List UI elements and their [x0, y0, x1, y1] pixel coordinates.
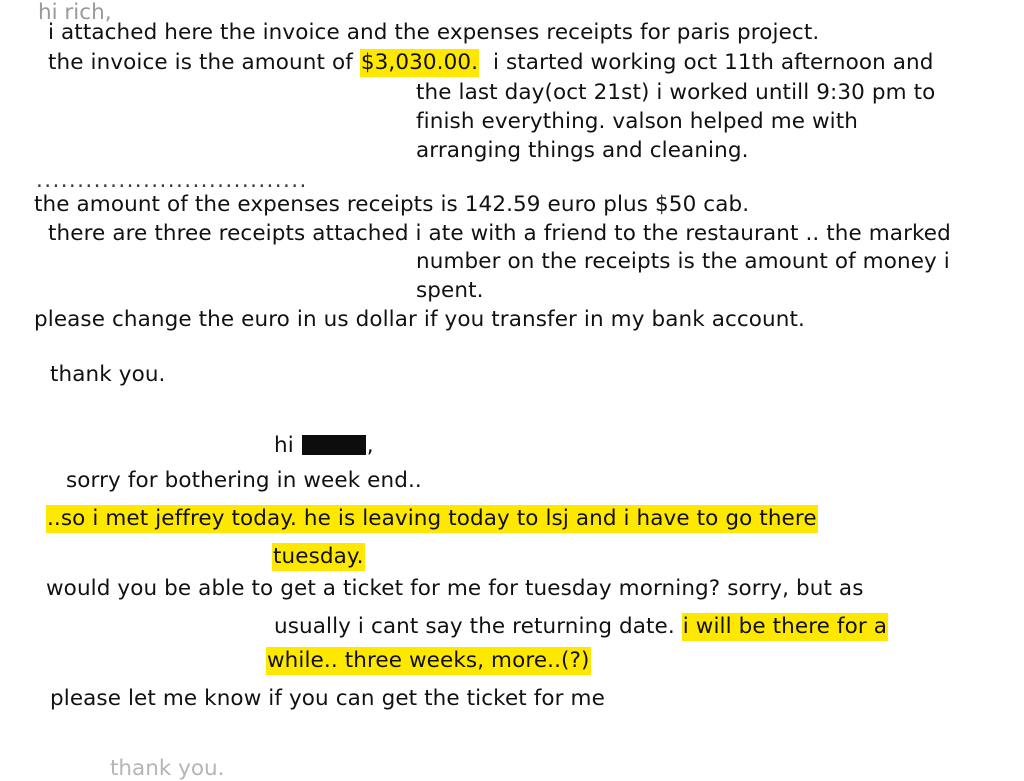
redaction-bar — [302, 435, 366, 455]
highlight-run: i will be there for a — [682, 614, 887, 639]
invoice-amount-highlight: $3,030.00. — [360, 50, 479, 75]
message-line-highlighted — [272, 544, 365, 570]
message-line: finish everything. valson helped me with — [416, 109, 859, 134]
message-closing: thank you. — [50, 362, 166, 387]
message-line-partial-highlight — [274, 614, 888, 640]
message-line: i attached here the invoice and the expenses receipts for paris project. — [48, 20, 820, 45]
message-line-highlighted — [46, 506, 818, 532]
greeting-prefix: hi — [274, 433, 301, 458]
line-plain-run: usually i cant say the returning date. — [274, 614, 682, 639]
message-line: arranging things and cleaning. — [416, 138, 749, 163]
invoice-amount-suffix: i started working oct 11th afternoon and — [479, 50, 934, 75]
message-two-greeting — [274, 433, 374, 459]
message-line: spent. — [416, 278, 484, 303]
highlight-run: tuesday. — [273, 544, 364, 569]
message-line-invoice-amount — [48, 50, 933, 76]
message-line: the last day(oct 21st) i worked untill 9:30 pm to — [416, 80, 936, 105]
clipped-top-line: hi rich, — [38, 0, 112, 25]
message-line: the amount of the expenses receipts is 142.59 euro plus $50 cab. — [34, 192, 750, 217]
message-line-highlighted — [266, 648, 591, 674]
highlight-run: ..so i met jeffrey today. he is leaving today to lsj and i have to go there — [47, 506, 817, 531]
message-line: sorry for bothering in week end.. — [66, 468, 422, 493]
message-line: please change the euro in us dollar if you transfer in my bank account. — [34, 307, 805, 332]
message-line: would you be able to get a ticket for me for tuesday morning? sorry, but as — [46, 576, 864, 601]
message-line: number on the receipts is the amount of money i — [416, 249, 950, 274]
greeting-suffix: , — [366, 433, 374, 458]
invoice-amount-prefix: the invoice is the amount of — [48, 50, 360, 75]
message-line: please let me know if you can get the ticket for me — [50, 686, 605, 711]
message-line: there are three receipts attached i ate with a friend to the restaurant .. the marked — [48, 221, 951, 246]
dotted-separator: ................................. — [36, 168, 308, 193]
clipped-bottom-line: thank you. — [110, 756, 225, 781]
highlight-run: while.. three weeks, more..(?) — [267, 648, 590, 673]
